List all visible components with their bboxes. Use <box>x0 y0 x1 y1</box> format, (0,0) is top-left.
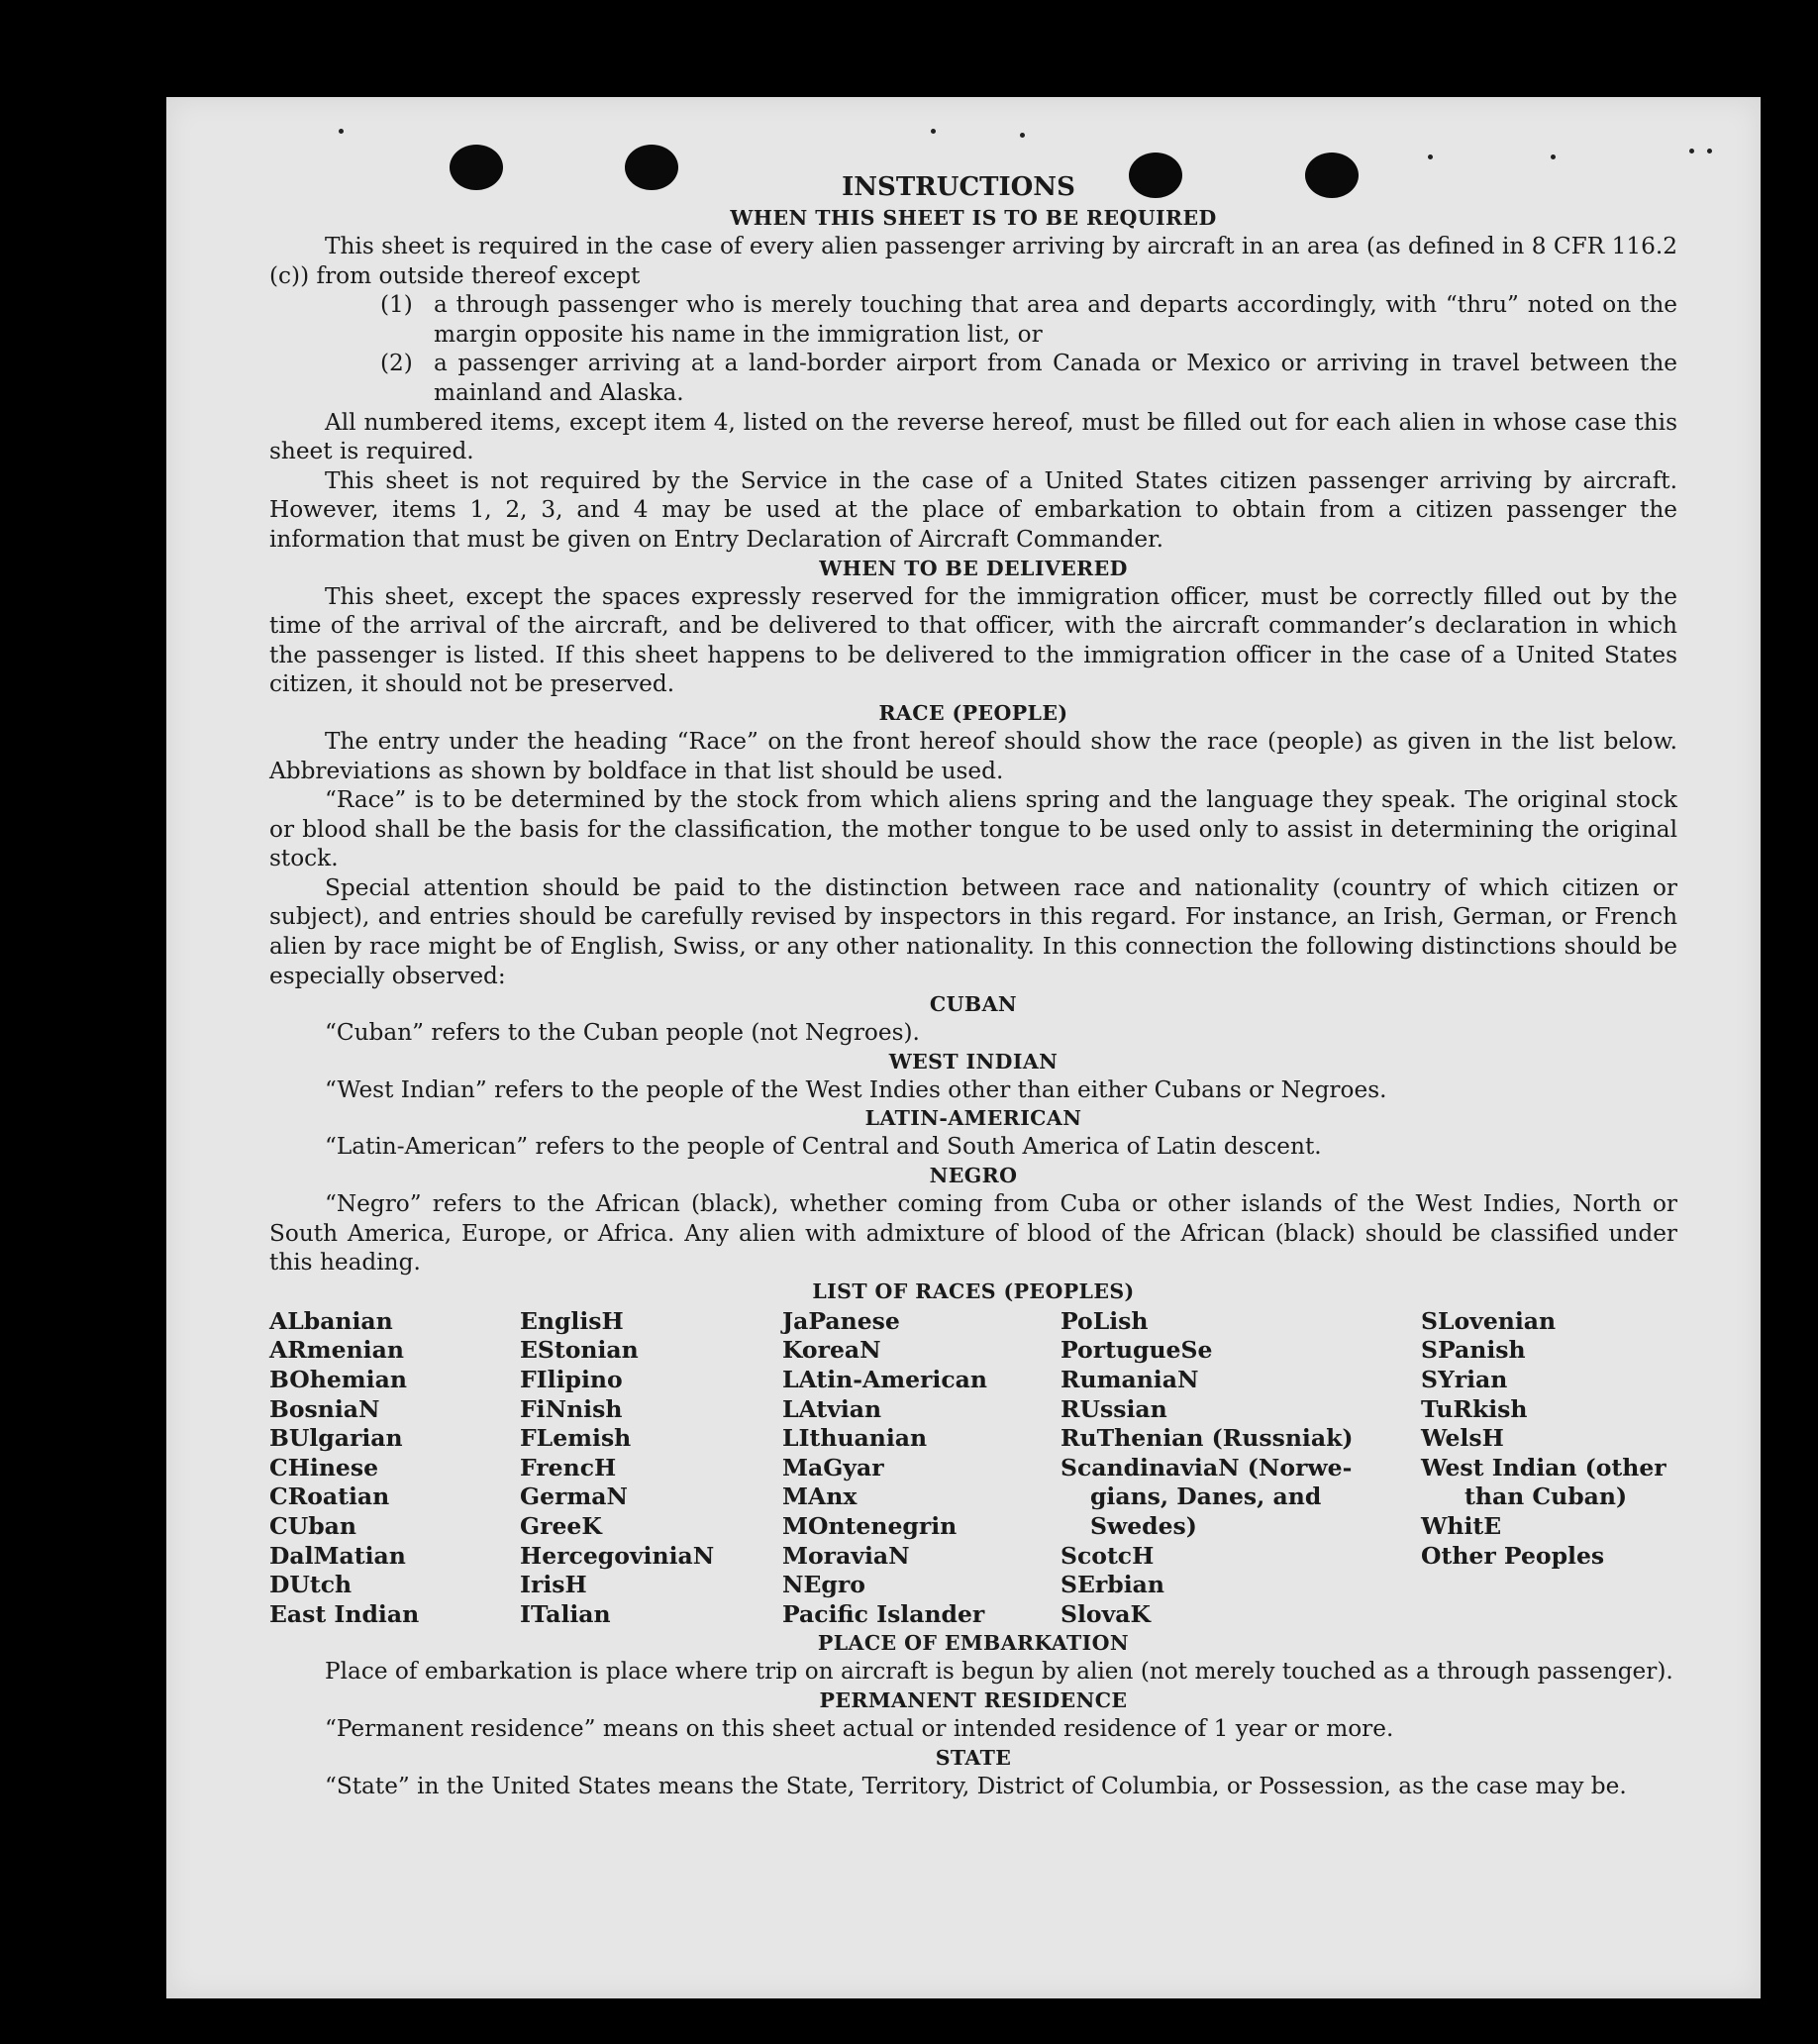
race-item: PoLish <box>1060 1306 1149 1335</box>
page-title: INSTRUCTIONS <box>842 172 1075 202</box>
section-heading: LIST OF RACES (PEOPLES) <box>812 1278 1135 1303</box>
paragraph: “Race” is to be determined by the stock from which aliens spring and the language they speak. The original stock or blood shall be the basis for the classification, the mother tongue to be used only to assist in determining the original stock. <box>269 786 1677 872</box>
race-item: CHinese <box>269 1453 379 1482</box>
speck <box>1689 149 1694 153</box>
race-item: BosniaN <box>269 1394 380 1423</box>
race-item: BOhemian <box>269 1366 407 1393</box>
paragraph: “West Indian” refers to the people of the West Indies other than either Cubans or Negroes. <box>325 1075 1387 1103</box>
section-heading: RACE (PEOPLE) <box>878 700 1068 725</box>
race-item-continued: Swedes) <box>1090 1511 1197 1540</box>
race-item: HercegoviniaN <box>520 1541 715 1570</box>
race-item: FIlipino <box>520 1366 623 1393</box>
race-item: JaPanese <box>782 1306 900 1335</box>
instructions-content <box>269 170 1677 1800</box>
paragraph: Place of embarkation is place where trip on aircraft is begun by alien (not merely touched as a through passenger). <box>325 1658 1673 1686</box>
paragraph: The entry under the heading “Race” on the front hereof should show the race (people) as given in the list below. Abbreviations as shown by boldface in that list should be used. <box>269 727 1677 784</box>
race-item: EStonian <box>520 1336 639 1365</box>
race-item: NEgro <box>782 1571 865 1599</box>
race-item: ScotcH <box>1060 1541 1155 1570</box>
race-column <box>1421 1307 1677 1630</box>
race-item: SPanish <box>1421 1336 1526 1365</box>
race-item: TuRkish <box>1421 1394 1528 1423</box>
race-item: MOntenegrin <box>782 1511 958 1540</box>
section-heading: STATE <box>935 1745 1012 1770</box>
race-item: SLovenian <box>1421 1306 1557 1335</box>
race-item: MAnx <box>782 1482 858 1511</box>
race-item: FiNnish <box>520 1394 623 1423</box>
item-number: (2) <box>380 350 413 377</box>
speck <box>339 129 344 134</box>
race-item-continued: than Cuban) <box>1464 1482 1628 1511</box>
race-column <box>520 1307 782 1630</box>
race-list <box>269 1307 1677 1630</box>
race-item: LAtin-American <box>782 1366 987 1393</box>
paragraph: “Permanent residence” means on this sheet actual or intended residence of 1 year or more. <box>325 1714 1394 1742</box>
list-item <box>380 290 1677 349</box>
speck <box>1707 149 1712 153</box>
race-item: CUban <box>269 1511 356 1540</box>
race-item: MoraviaN <box>782 1541 910 1570</box>
item-number: (1) <box>380 291 413 319</box>
item-text: a passenger arriving at a land-border airport from Canada or Mexico or arriving in travel between the mainland and Alaska. <box>434 350 1677 406</box>
item-text: a through passenger who is merely touching that area and departs accordingly, with “thru” noted on the margin opposite his name in the immigration list, or <box>434 291 1677 348</box>
race-item: KoreaN <box>782 1336 881 1365</box>
race-item: LIthuanian <box>782 1424 928 1453</box>
race-column <box>1060 1307 1421 1630</box>
race-item: DUtch <box>269 1571 353 1599</box>
paragraph: This sheet is not required by the Service in the case of a United States citizen passenger arriving by aircraft. However, items 1, 2, 3, and 4 may be used at the place of embarkation to obtain from a citizen passenger the information that must be given on Entry Declaration of Aircraft Commander. <box>269 466 1677 553</box>
section-heading: WHEN TO BE DELIVERED <box>819 556 1128 580</box>
race-item: West Indian (other <box>1421 1453 1666 1482</box>
race-item: GermaN <box>520 1482 628 1511</box>
race-item: FrencH <box>520 1453 617 1482</box>
paragraph: “State” in the United States means the State, Territory, District of Columbia, or Possession, as the case may be. <box>325 1772 1627 1799</box>
race-item: CRoatian <box>269 1482 390 1511</box>
race-item: RumaniaN <box>1060 1366 1199 1393</box>
race-item: GreeK <box>520 1511 602 1540</box>
race-item: EnglisH <box>520 1306 624 1335</box>
paragraph: Special attention should be paid to the distinction between race and nationality (country of which citizen or subject), and entries should be carefully revised by inspectors in this regard. For instance, an Irish, German, or French alien by race might be of English, Swiss, or any other nationality. In this connection the following distinctions should be especially observed: <box>269 873 1677 989</box>
race-item-continued: gians, Danes, and <box>1090 1482 1322 1511</box>
paragraph: This sheet is required in the case of every alien passenger arriving by aircraft in an area (as defined in 8 CFR 116.2 (c)) from outside thereof except <box>269 233 1677 289</box>
race-item: WhitE <box>1421 1511 1502 1540</box>
race-item: ARmenian <box>269 1336 404 1365</box>
section-heading: WHEN THIS SHEET IS TO BE REQUIRED <box>730 206 1217 230</box>
speck <box>1428 154 1433 159</box>
race-item: East Indian <box>269 1599 420 1628</box>
race-item: ScandinaviaN (Norwe- <box>1060 1453 1353 1482</box>
paragraph: “Cuban” refers to the Cuban people (not Negroes). <box>325 1019 920 1047</box>
race-column <box>269 1307 520 1630</box>
section-heading: PLACE OF EMBARKATION <box>817 1631 1130 1656</box>
race-item: SErbian <box>1060 1571 1164 1599</box>
race-item: WelsH <box>1421 1424 1504 1453</box>
race-item: IrisH <box>520 1571 587 1599</box>
race-item: SlovaK <box>1060 1599 1151 1628</box>
race-item: SYrian <box>1421 1366 1508 1393</box>
race-item: Other Peoples <box>1421 1541 1605 1570</box>
paragraph: “Negro” refers to the African (black), whether coming from Cuba or other islands of the West Indies, North or South America, Europe, or Africa. Any alien with admixture of blood of the African (black) should be classified under this heading. <box>269 1190 1677 1277</box>
race-item: ITalian <box>520 1599 611 1628</box>
list-item <box>380 349 1677 407</box>
race-item: FLemish <box>520 1424 632 1453</box>
race-item: PortugueSe <box>1060 1336 1213 1365</box>
race-item: ALbanian <box>269 1306 393 1335</box>
race-item: Pacific Islander <box>782 1599 985 1628</box>
section-heading: PERMANENT RESIDENCE <box>819 1687 1128 1712</box>
speck <box>1551 154 1556 159</box>
race-item: DalMatian <box>269 1541 406 1570</box>
speck <box>1020 133 1025 138</box>
section-heading: LATIN-AMERICAN <box>864 1106 1082 1131</box>
race-column <box>782 1307 1060 1630</box>
paragraph: “Latin-American” refers to the people of Central and South America of Latin descent. <box>325 1133 1322 1161</box>
race-item: RuThenian (Russniak) <box>1060 1424 1354 1453</box>
section-heading: NEGRO <box>929 1164 1018 1188</box>
paragraph: All numbered items, except item 4, listed on the reverse hereof, must be filled out for each alien in whose case this sheet is required. <box>269 408 1677 465</box>
race-item: MaGyar <box>782 1453 884 1482</box>
paragraph: This sheet, except the spaces expressly reserved for the immigration officer, must be correctly filled out by the time of the arrival of the aircraft, and be delivered to that officer, with the aircraft commander’s declaration in which the passenger is listed. If this sheet happens to be delivered to the immigration officer in the case of a United States citizen, it should not be preserved. <box>269 582 1677 698</box>
section-heading: WEST INDIAN <box>888 1049 1059 1073</box>
race-item: RUssian <box>1060 1394 1167 1423</box>
race-item: BUlgarian <box>269 1424 403 1453</box>
speck <box>931 129 936 134</box>
section-heading: CUBAN <box>929 992 1018 1017</box>
race-item: LAtvian <box>782 1394 882 1423</box>
